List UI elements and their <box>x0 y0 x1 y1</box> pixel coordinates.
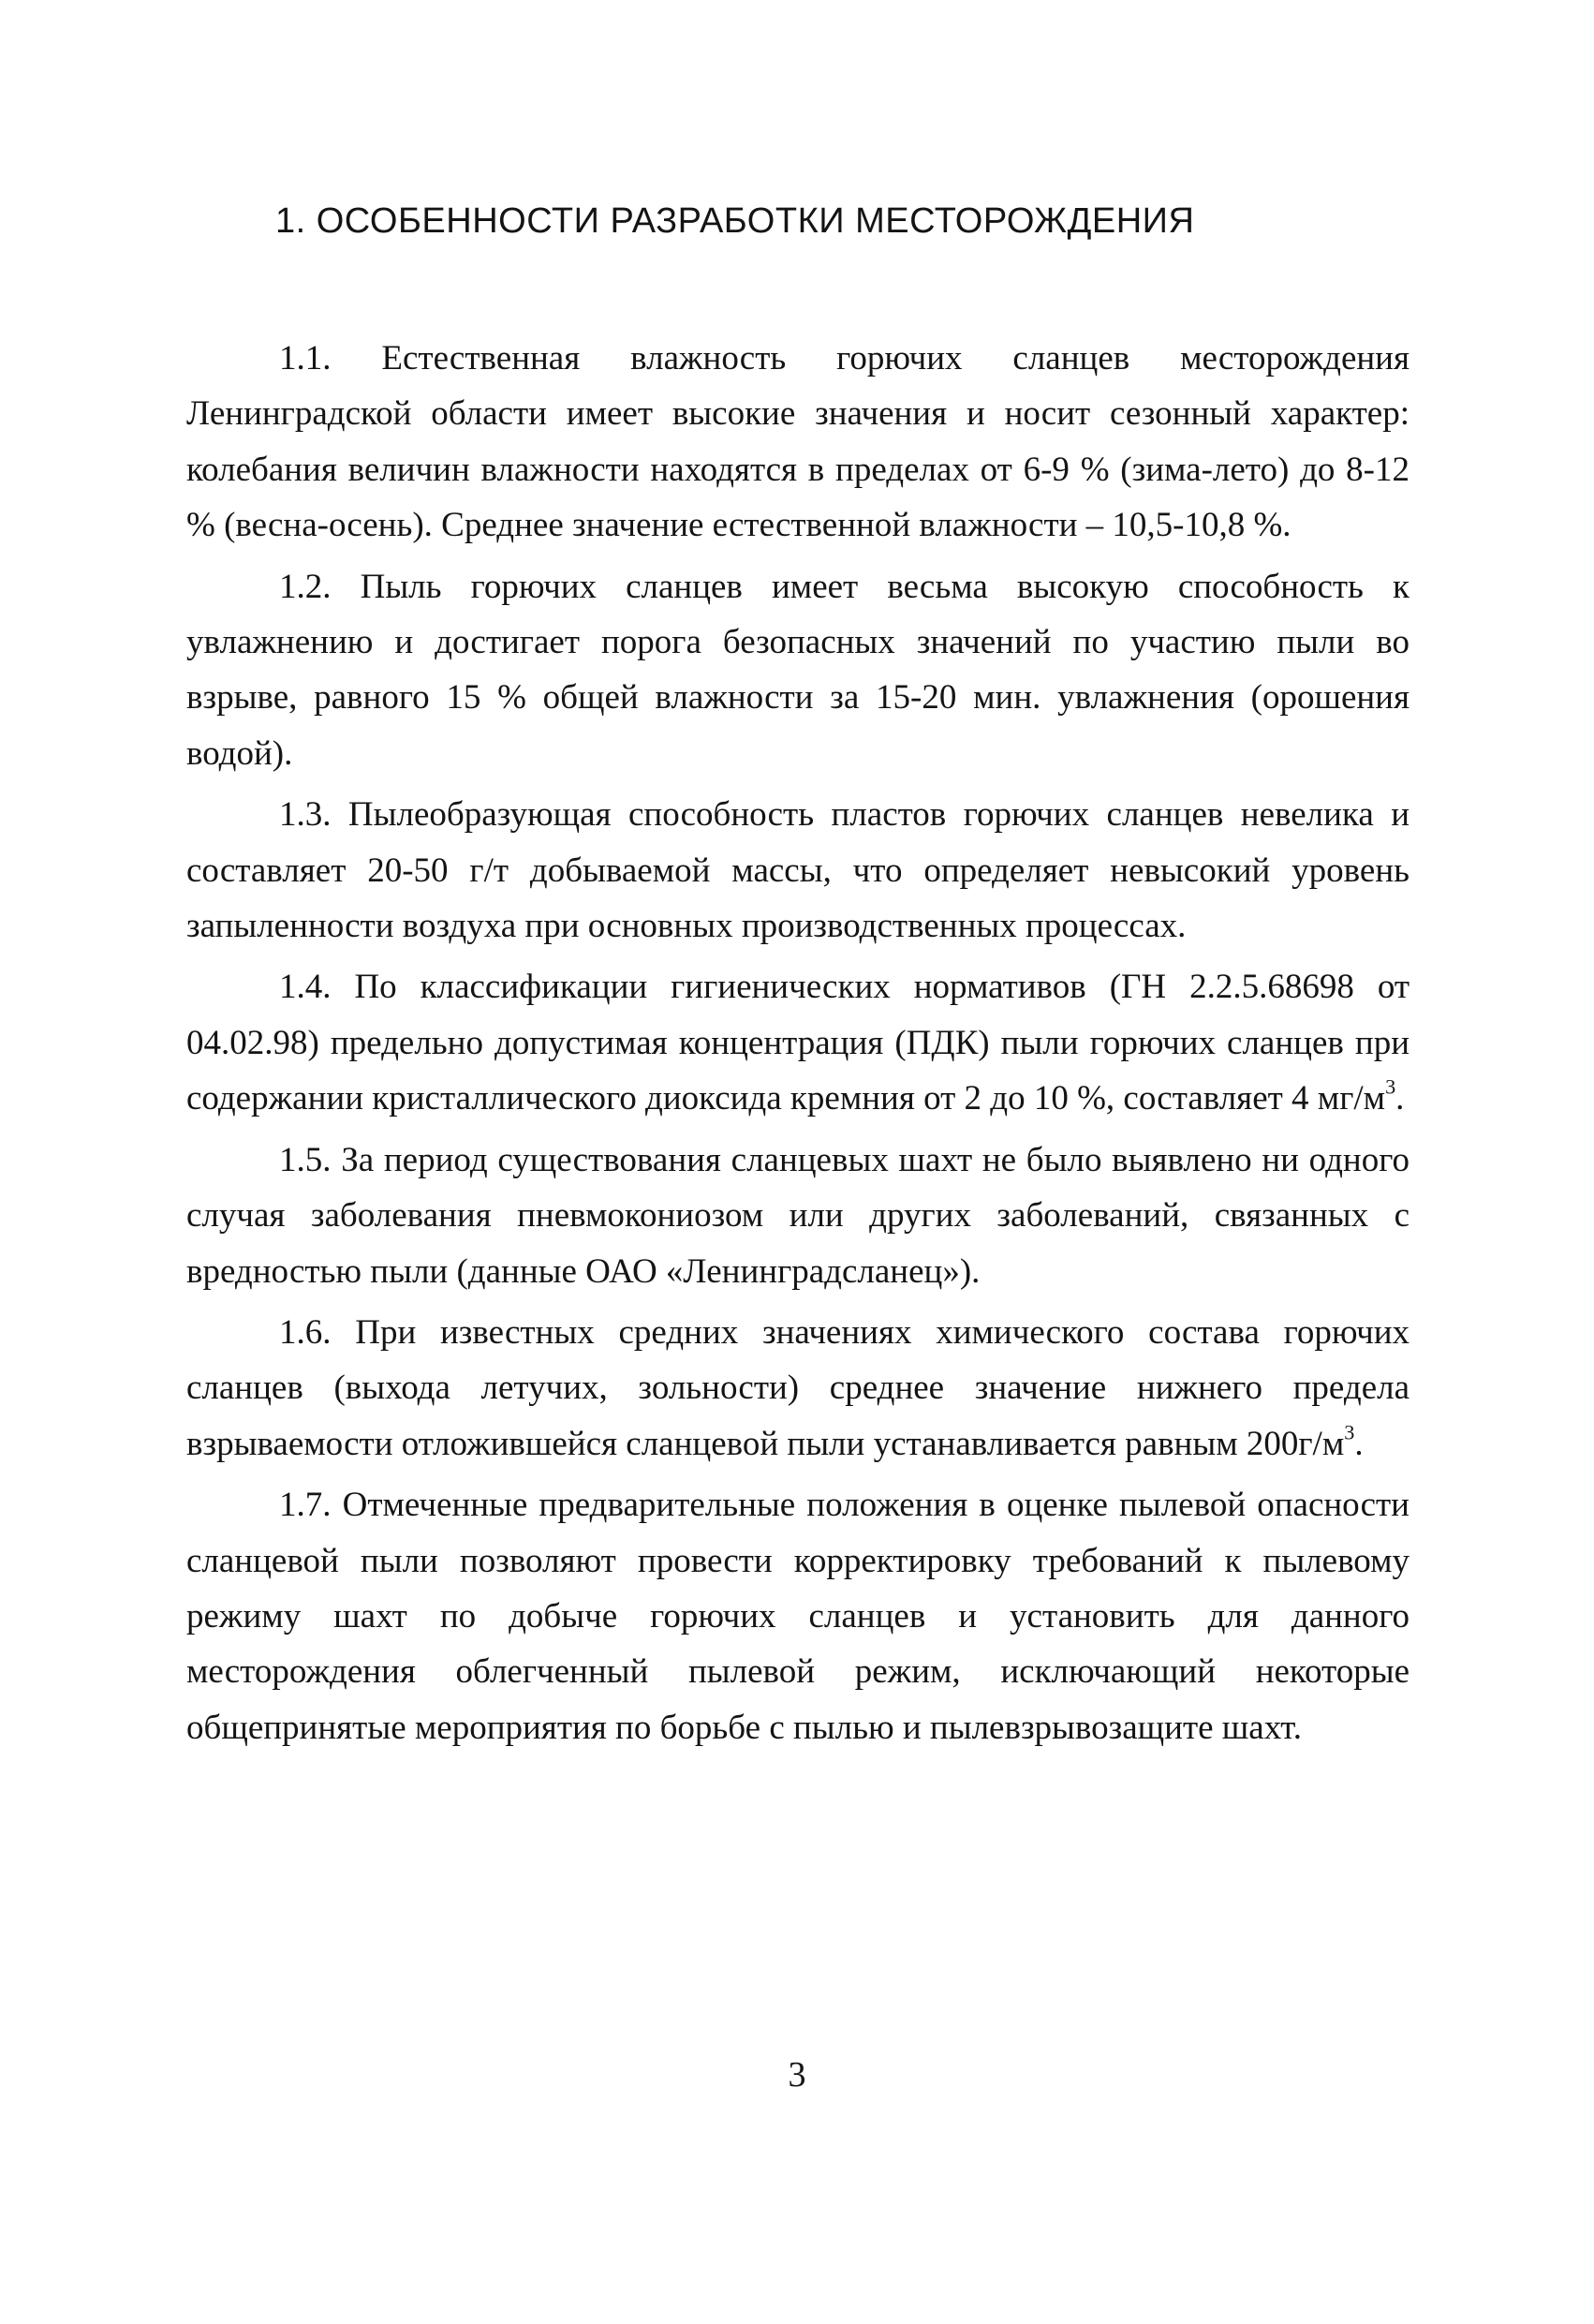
paragraph-1-4-end: . <box>1395 1079 1405 1118</box>
paragraph-1-2: 1.2. Пыль горючих сланцев имеет весьма высокую способность к увлажнению и достигает порога безопасных значений по участию пыли во взрыве, равного 15 % общей влажности за 15-20 мин. увлажнения (орошения водой). <box>186 567 1410 773</box>
paragraph-1-6 <box>186 1305 1410 1472</box>
paragraph-1-4-text: 1.4. По классификации гигиенических нормативов (ГН 2.2.5.68698 от 04.02.98) предельно допустимая концентрация (ПДК) пыли горючих сланцев при содержании кристаллического диоксида кремния от 2 до 10 %, составляет 4 мг/м <box>186 968 1410 1118</box>
section-heading: 1. ОСОБЕННОСТИ РАЗРАБОТКИ МЕСТОРОЖДЕНИЯ <box>275 201 1195 241</box>
paragraph-1-7: 1.7. Отмеченные предварительные положения в оценке пылевой опасности сланцевой пыли позволяют провести корректировку требований к пылевому режиму шахт по добыче горючих сланцев и установить для данного месторождения облегченный пылевой режим, исключающий некоторые общепринятые мероприятия по борьбе с пылью и пылевзрывозащите шахт. <box>186 1486 1410 1747</box>
cubic-superscript: 3 <box>1344 1420 1355 1444</box>
paragraph-1-3: 1.3. Пылеобразующая способность пластов горючих сланцев невелика и составляет 20-50 г/т добываемой массы, что определяет невысокий уровень запыленности воздуха при основных производственных процессах. <box>186 795 1410 946</box>
paragraph-1-4 <box>186 959 1410 1126</box>
cubic-superscript: 3 <box>1385 1074 1396 1099</box>
paragraph-1-6-end: . <box>1354 1424 1364 1463</box>
paragraph-1-6-text: 1.6. При известных средних значениях химического состава горючих сланцев (выхода летучих, зольности) среднее значение нижнего предела взрываемости отложившейся сланцевой пыли устанавливается равным 200г/м <box>186 1312 1410 1463</box>
body-text <box>186 331 1410 1761</box>
page-number: 3 <box>788 2055 806 2095</box>
paragraph-1-5: 1.5. За период существования сланцевых шахт не было выявлено ни одного случая заболевания пневмокониозом или других заболеваний, связанных с вредностью пыли (данные ОАО «Ленинградсланец»). <box>186 1140 1410 1291</box>
paragraph-1-1: 1.1. Естественная влажность горючих сланцев месторождения Ленинградской области имеет высокие значения и носит сезонный характер: колебания величин влажности находятся в пределах от 6-9 % (зима-лето) до 8-12 % (весна-осень). Среднее значение естественной влажности – 10,5-10,8 %. <box>186 339 1410 545</box>
